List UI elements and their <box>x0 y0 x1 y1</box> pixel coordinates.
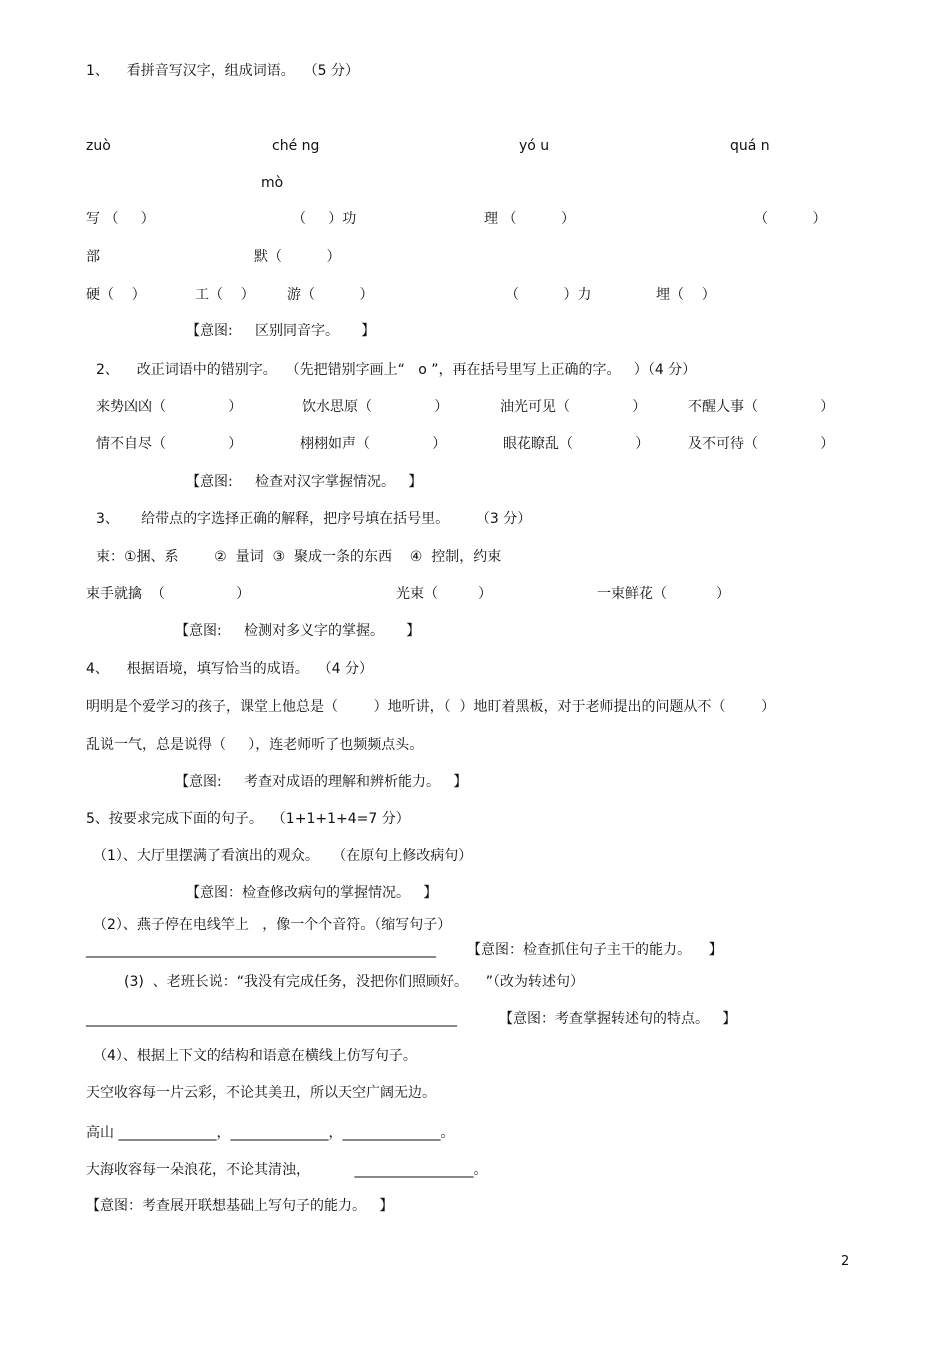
q5-s4-example: 天空收容每一片云彩，不论其美丑，所以天空广阔无边。 <box>86 1085 436 1101</box>
q3-title: 3、 给带点的字选择正确的解释，把序号填在括号里。 （3 分） <box>96 511 532 527</box>
q2-row2-item3: 眼花瞭乱（ ） <box>503 436 650 452</box>
q5-title: 5、按要求完成下面的句子。 （1+1+1+4=7 分） <box>86 811 410 827</box>
q5-s1: （1）、大厅里摆满了看演出的观众。 （在原句上修改病句） <box>93 848 473 864</box>
q5-s4-line2: 大海收容每一朵浪花，不论其清浊， _________________。 <box>86 1162 488 1178</box>
q1-row1b-item1: 部 <box>86 249 100 265</box>
q5-s3: (3) 、老班长说：“我没有完成任务，没把你们照顾好。 ”（改为转述句） <box>124 974 585 990</box>
page-number: 2 <box>841 1254 850 1269</box>
q1-row1-item3: 理 （ ） <box>484 211 575 227</box>
q2-row2-item4: 及不可待（ ） <box>688 436 835 452</box>
q5-s4: （4）、根据上下文的结构和语意在横线上仿写句子。 <box>93 1048 417 1064</box>
q4-title: 4、 根据语境，填写恰当的成语。 （4 分） <box>86 661 373 677</box>
q5-s2-intent: 【意图：检查抓住句子主干的能力。 】 <box>467 942 723 958</box>
q1-row2-item2: 工（ ） <box>195 287 255 303</box>
q2-row1-item1: 来势凶凶（ ） <box>96 399 243 415</box>
q4-line1: 明明是个爱学习的孩子，课堂上他总是（ ）地听讲，（ ）地盯着黑板，对于老师提出的问题从不（ ） <box>86 699 776 715</box>
q3-item1: 束手就擒 （ ） <box>86 586 251 602</box>
q2-row1-item2: 饮水思原（ ） <box>302 399 449 415</box>
q2-row1-item4: 不醒人事（ ） <box>688 399 835 415</box>
q1-row2-item5: 埋（ ） <box>656 287 716 303</box>
q1-title: 1、 看拼音写汉字，组成词语。 （5 分） <box>86 63 359 79</box>
q3-intent: 【意图: 检测对多义字的掌握。 】 <box>175 623 421 639</box>
q5-s4-line1: 高山 ______________，______________，______________。 <box>86 1125 455 1141</box>
q4-intent: 【意图: 考查对成语的理解和辨析能力。 】 <box>175 774 468 790</box>
q1-row1-item4: （ ） <box>754 211 827 227</box>
q3-item2: 光束（ ） <box>396 586 493 602</box>
q5-s4-intent: 【意图：考查展开联想基础上写句子的能力。 】 <box>86 1198 394 1214</box>
q1-pinyin-2: ché ng <box>272 138 320 154</box>
q1-row2-item1: 硬（ ） <box>86 287 146 303</box>
q2-row1-item3: 油光可见（ ） <box>500 399 647 415</box>
q2-intent: 【意图: 检查对汉字掌握情况。 】 <box>186 474 423 490</box>
q3-options: 束：①捆、系 ② 量词 ③ 聚成一条的东西 ④ 控制，约束 <box>96 549 502 565</box>
q5-s1-intent: 【意图：检查修改病句的掌握情况。 】 <box>186 885 438 901</box>
q2-title: 2、 改正词语中的错别字。 （先把错别字画上“ o ”，再在括号里写上正确的字。 ）（4 分） <box>96 362 697 378</box>
q1-row2-item3: 游（ ） <box>287 287 374 303</box>
q5-s2: （2）、燕子停在电线竿上 ，像一个个音符。（缩写句子） <box>93 917 452 933</box>
q1-row1-item1: 写 （ ） <box>86 211 155 227</box>
q2-row2-item1: 情不自尽（ ） <box>96 436 243 452</box>
q1-pinyin-3: yó u <box>519 138 550 154</box>
q1-row2-item4: （ ）力 <box>505 287 592 303</box>
q1-row1-item2: （ ）功 <box>292 211 357 227</box>
q1-pinyin-4: quá n <box>730 138 770 154</box>
q1-intent: 【意图: 区别同音字。 】 <box>186 323 376 339</box>
q5-s3-intent: 【意图：考查掌握转述句的特点。 】 <box>499 1011 737 1027</box>
q1-row1b-item2: 默（ ） <box>254 249 341 265</box>
q3-item3: 一束鲜花（ ） <box>597 586 730 602</box>
q4-line2: 乱说一气，总是说得（ ），连老师听了也频频点头。 <box>86 737 424 753</box>
q1-pinyin-5: mò <box>261 175 284 191</box>
q2-row2-item2: 栩栩如声（ ） <box>300 436 447 452</box>
q5-s2-answer-line: __________________________________________________ <box>86 942 436 958</box>
q5-s3-answer-line: _____________________________________________________ <box>86 1011 457 1027</box>
q1-pinyin-1: zuò <box>86 138 111 154</box>
